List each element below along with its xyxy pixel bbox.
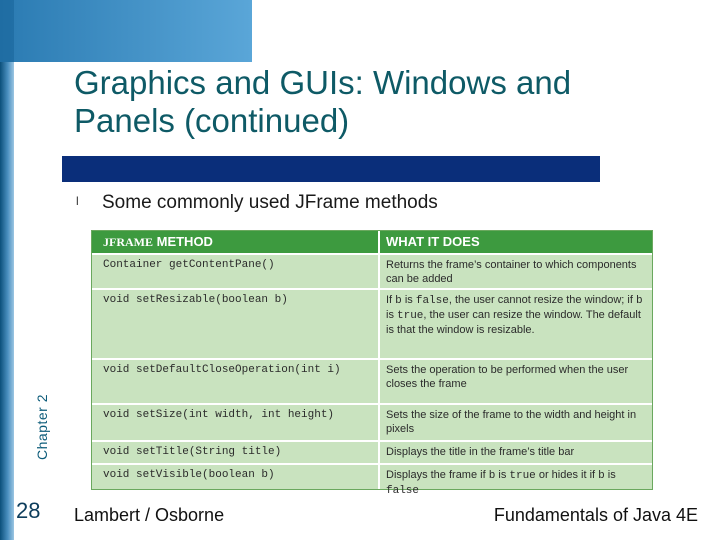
header-method-word: METHOD: [153, 234, 213, 249]
description-text: If: [386, 294, 396, 306]
method-signature: Container getContentPane(): [103, 259, 275, 271]
description-text: is: [386, 309, 397, 321]
method-signature: void setTitle(String title): [103, 446, 282, 458]
method-signature: void setSize(int width, int height): [103, 409, 335, 421]
header-what-it-does: WHAT IT DOES: [386, 234, 480, 249]
slide-title: Graphics and GUIs: Windows and Panels (continued): [74, 64, 572, 139]
table-row: [92, 253, 652, 288]
table-row: [92, 440, 652, 463]
chapter-label: Chapter 2: [34, 394, 50, 460]
bullet-text: Some commonly used JFrame methods: [102, 192, 438, 213]
description-text: Displays the title in the frame’s title bar: [386, 446, 575, 458]
left-accent-strip: [0, 0, 14, 540]
code-fragment: false: [386, 485, 420, 497]
code-fragment: b: [635, 295, 643, 307]
footer-authors: Lambert / Osborne: [74, 505, 225, 525]
table-row: [92, 358, 652, 403]
method-signature: void setVisible(boolean b): [103, 469, 275, 481]
bullet-icon: l: [76, 194, 79, 208]
code-fragment: b: [488, 470, 496, 482]
description-text: or hides it if: [535, 469, 599, 481]
table-row: [92, 288, 652, 358]
code-fragment: true: [397, 310, 424, 322]
code-fragment: b: [395, 295, 402, 307]
description-text: Sets the size of the frame to the width and height in pixels: [386, 409, 637, 435]
description-text: is: [604, 469, 616, 481]
method-description: [386, 363, 648, 391]
method-description: [386, 445, 648, 459]
column-divider: [378, 231, 380, 489]
top-accent-block: [0, 0, 252, 62]
method-description: [386, 408, 648, 436]
description-text: Returns the frame’s container to which components can be added: [386, 259, 637, 285]
top-accent-inner: [14, 0, 252, 62]
method-signature: void setResizable(boolean b): [103, 294, 288, 306]
description-text: Sets the operation to be performed when the user closes the frame: [386, 364, 629, 390]
page-number: 28: [16, 498, 41, 523]
header-method-code: JFRAME: [103, 235, 153, 249]
method-signature: void setDefaultCloseOperation(int i): [103, 364, 341, 376]
table-header: [92, 231, 652, 253]
description-text: , the user cannot resize the window; if: [448, 294, 636, 306]
method-description: [386, 293, 648, 337]
method-description: [386, 258, 648, 286]
code-fragment: true: [509, 470, 536, 482]
description-text: Displays the frame if: [386, 469, 489, 481]
description-text: is: [495, 469, 510, 481]
code-fragment: false: [415, 295, 449, 307]
footer-book-title: Fundamentals of Java 4E: [493, 505, 698, 525]
code-fragment: b: [598, 470, 605, 482]
table-row: [92, 463, 652, 497]
method-description: [386, 468, 648, 498]
description-text: is: [401, 294, 416, 306]
header-method: [103, 234, 213, 250]
description-text: , the user can resize the window. The default is that the window is resizable.: [386, 309, 641, 336]
title-rule: [62, 156, 600, 182]
table-row: [92, 403, 652, 440]
jframe-methods-table: [91, 230, 653, 497]
